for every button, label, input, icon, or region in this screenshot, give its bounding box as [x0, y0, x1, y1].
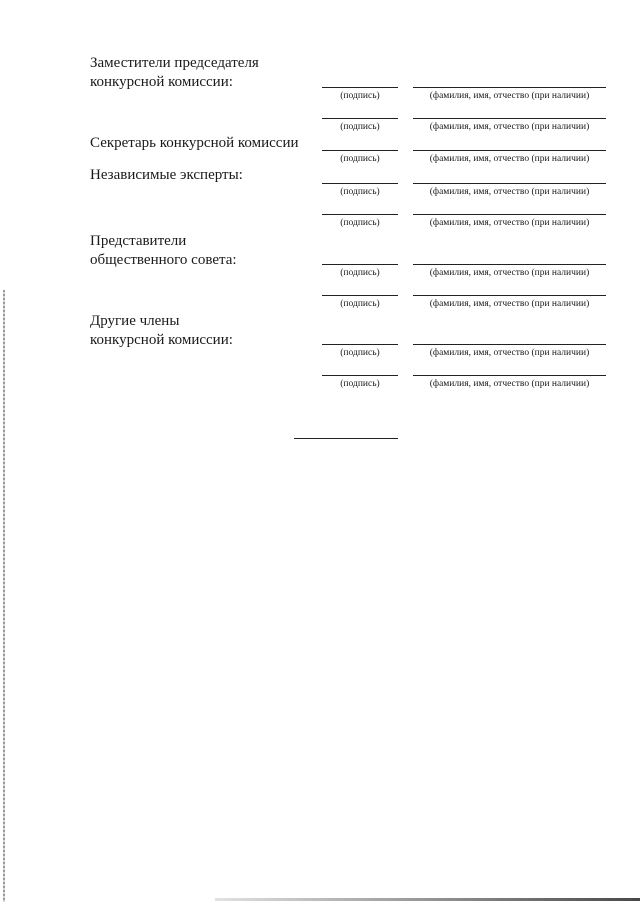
signature-caption: (подпись) [340, 218, 380, 228]
signature-line [322, 375, 398, 376]
signature-line [322, 183, 398, 184]
name-line [413, 375, 606, 376]
signature-caption: (подпись) [340, 348, 380, 358]
name-line [413, 118, 606, 119]
name-caption: (фамилия, имя, отчество (при наличии) [429, 91, 590, 101]
heading-text: Заместители председателя конкурсной комиссии: [90, 55, 259, 90]
name-caption: (фамилия, имя, отчество (при наличии) [429, 218, 590, 228]
heading-text: Секретарь конкурсной комиссии [90, 135, 299, 151]
heading-text: Независимые эксперты: [90, 167, 243, 183]
scan-edge-left [3, 290, 5, 902]
section-heading-secretary [90, 134, 299, 153]
signature-caption: (подпись) [340, 91, 380, 101]
name-caption: (фамилия, имя, отчество (при наличии) [429, 268, 590, 278]
signature-line [322, 295, 398, 296]
name-caption: (фамилия, имя, отчество (при наличии) [429, 379, 590, 389]
name-line [413, 344, 606, 345]
section-heading-other-members [90, 312, 233, 350]
heading-text: Другие члены конкурсной комиссии: [90, 313, 233, 348]
name-line [413, 295, 606, 296]
signature-caption: (подпись) [340, 299, 380, 309]
signature-caption: (подпись) [340, 122, 380, 132]
heading-text: Представители общественного совета: [90, 233, 237, 268]
scan-edge-bottom [215, 898, 640, 901]
closing-separator-line [294, 438, 398, 439]
signature-line [322, 264, 398, 265]
name-caption: (фамилия, имя, отчество (при наличии) [429, 299, 590, 309]
section-heading-deputy-chairs [90, 54, 259, 92]
name-line [413, 264, 606, 265]
section-heading-public-council [90, 232, 237, 270]
name-line [413, 183, 606, 184]
signature-line [322, 214, 398, 215]
section-heading-independent-experts [90, 166, 243, 185]
name-line [413, 87, 606, 88]
signature-caption: (подпись) [340, 379, 380, 389]
name-line [413, 150, 606, 151]
name-caption: (фамилия, имя, отчество (при наличии) [429, 187, 590, 197]
name-caption: (фамилия, имя, отчество (при наличии) [429, 154, 590, 164]
name-caption: (фамилия, имя, отчество (при наличии) [429, 122, 590, 132]
signature-line [322, 87, 398, 88]
name-caption: (фамилия, имя, отчество (при наличии) [429, 348, 590, 358]
name-line [413, 214, 606, 215]
signature-line [322, 344, 398, 345]
signature-caption: (подпись) [340, 268, 380, 278]
signature-caption: (подпись) [340, 187, 380, 197]
signature-line [322, 150, 398, 151]
signature-caption: (подпись) [340, 154, 380, 164]
signature-line [322, 118, 398, 119]
